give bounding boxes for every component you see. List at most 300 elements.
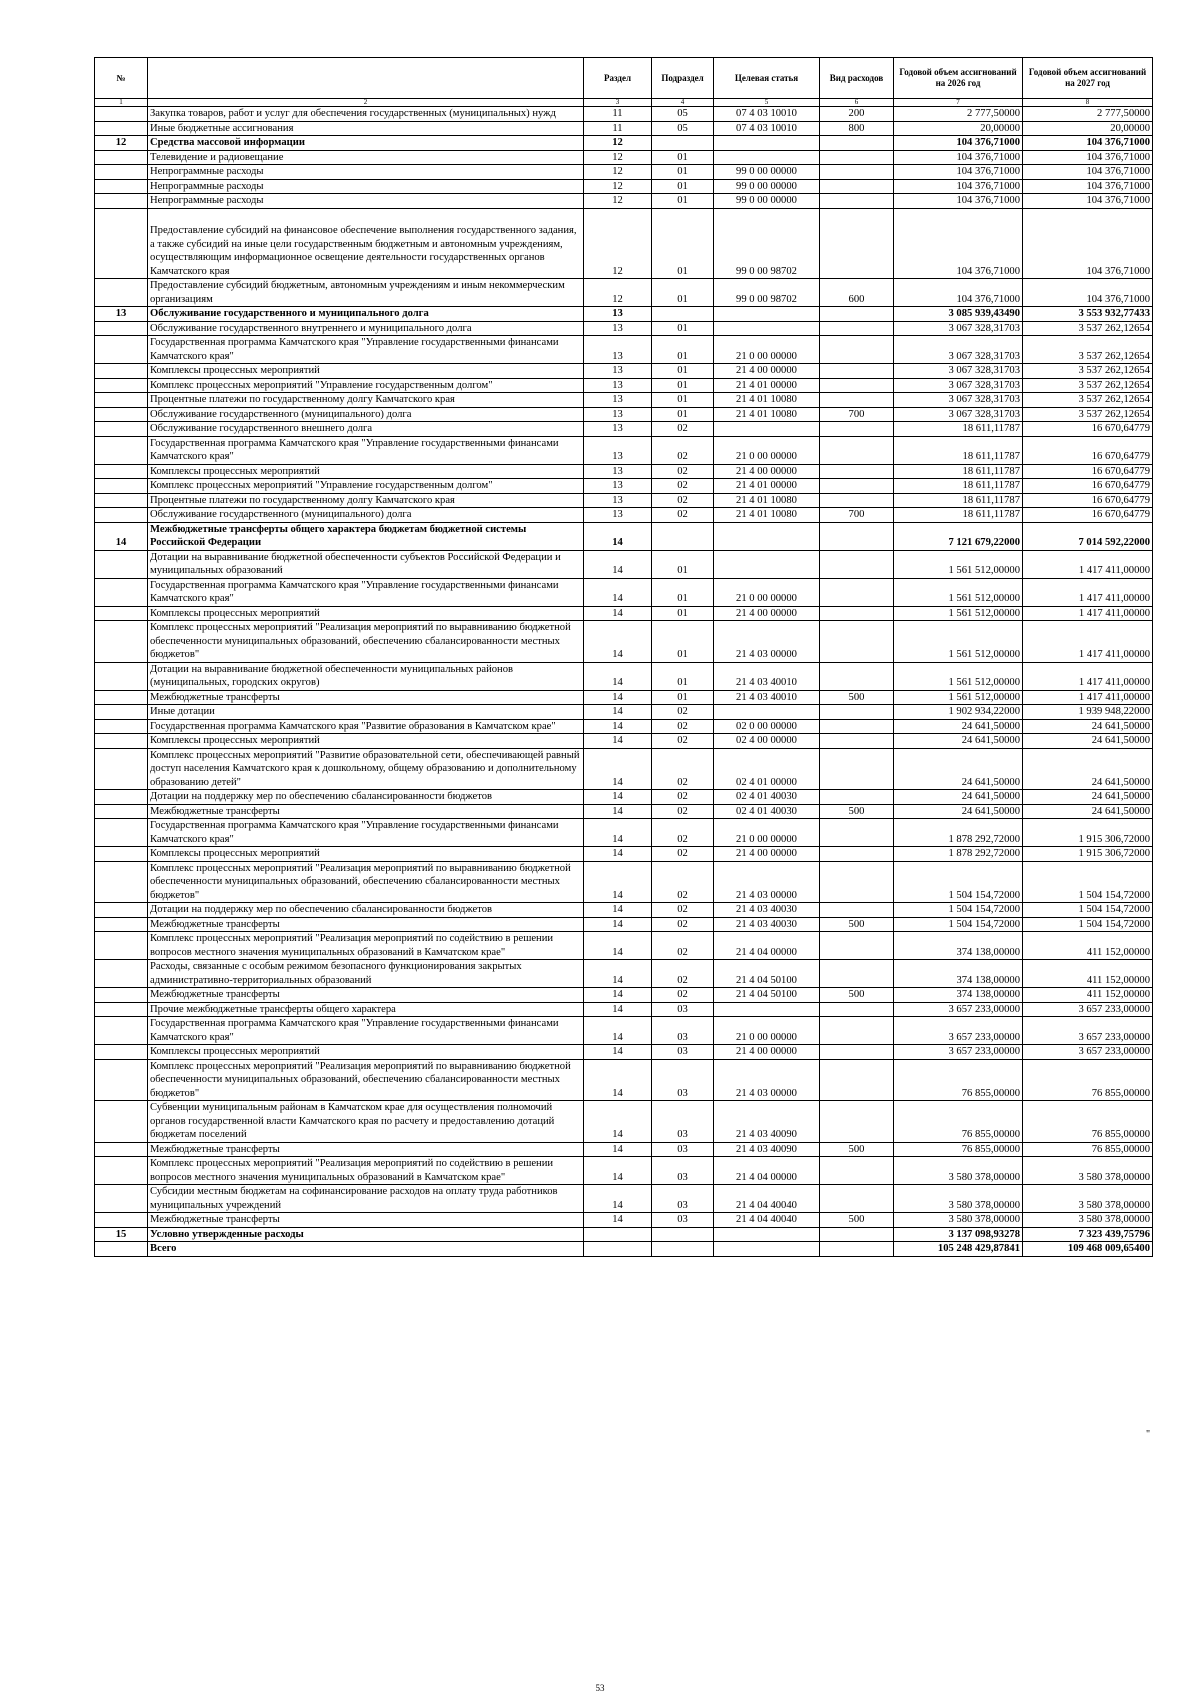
razdel-code: 14	[584, 606, 652, 621]
item-name: Комплексы процессных мероприятий	[148, 464, 584, 479]
row-number	[95, 1242, 148, 1257]
item-name: Межбюджетные трансферты	[148, 917, 584, 932]
expense-type	[820, 321, 894, 336]
amount-2027: 3 657 233,00000	[1023, 1017, 1153, 1045]
table-row	[95, 819, 1153, 847]
amount-2027: 104 376,71000	[1023, 279, 1153, 307]
razdel-code	[584, 1227, 652, 1242]
target-article: 21 4 03 40090	[714, 1101, 820, 1143]
target-article: 21 4 04 40040	[714, 1185, 820, 1213]
expense-type	[820, 393, 894, 408]
header-2026: Годовой объем ассигнований на 2026 год	[894, 58, 1023, 99]
target-article: 21 4 04 50100	[714, 988, 820, 1003]
row-number	[95, 279, 148, 307]
podrazdel-code: 01	[652, 194, 714, 209]
target-article	[714, 321, 820, 336]
target-article: 21 4 01 10080	[714, 393, 820, 408]
amount-2027: 104 376,71000	[1023, 165, 1153, 180]
row-number	[95, 1157, 148, 1185]
header-vid: Вид расходов	[820, 58, 894, 99]
row-number	[95, 436, 148, 464]
amount-2027: 76 855,00000	[1023, 1142, 1153, 1157]
razdel-code: 14	[584, 804, 652, 819]
item-name: Всего	[148, 1242, 584, 1257]
expense-type	[820, 932, 894, 960]
item-name: Непрограммные расходы	[148, 179, 584, 194]
expense-type	[820, 1227, 894, 1242]
amount-2027: 411 152,00000	[1023, 960, 1153, 988]
target-article	[714, 522, 820, 550]
podrazdel-code: 02	[652, 479, 714, 494]
amount-2026: 3 137 098,93278	[894, 1227, 1023, 1242]
target-article: 21 4 03 40030	[714, 917, 820, 932]
expense-type	[820, 194, 894, 209]
column-number: 1	[95, 99, 148, 107]
expense-type	[820, 307, 894, 322]
target-article: 21 4 03 40090	[714, 1142, 820, 1157]
target-article	[714, 1242, 820, 1257]
expense-type	[820, 705, 894, 720]
podrazdel-code: 02	[652, 917, 714, 932]
item-name: Комплекс процессных мероприятий "Реализация мероприятий по содействию в решении вопросов местного значения муниципальных образований в Камчатском крае"	[148, 1157, 584, 1185]
item-name: Непрограммные расходы	[148, 165, 584, 180]
podrazdel-code: 01	[652, 321, 714, 336]
row-number	[95, 790, 148, 805]
table-row	[95, 550, 1153, 578]
amount-2026: 3 657 233,00000	[894, 1017, 1023, 1045]
podrazdel-code: 01	[652, 578, 714, 606]
expense-type	[820, 790, 894, 805]
table-row	[95, 1213, 1153, 1228]
amount-2026: 104 376,71000	[894, 179, 1023, 194]
item-name: Дотации на выравнивание бюджетной обеспеченности муниципальных районов (муниципальных, городских округов)	[148, 662, 584, 690]
target-article: 21 4 00 00000	[714, 606, 820, 621]
item-name: Межбюджетные трансферты	[148, 804, 584, 819]
item-name: Комплексы процессных мероприятий	[148, 364, 584, 379]
expense-type	[820, 734, 894, 749]
amount-2026: 18 611,11787	[894, 464, 1023, 479]
expense-type	[820, 1185, 894, 1213]
row-number	[95, 493, 148, 508]
item-name: Комплексы процессных мероприятий	[148, 734, 584, 749]
table-row	[95, 522, 1153, 550]
expense-type: 500	[820, 1213, 894, 1228]
item-name: Комплекс процессных мероприятий "Управление государственным долгом"	[148, 479, 584, 494]
row-number	[95, 578, 148, 606]
amount-2026: 3 067 328,31703	[894, 364, 1023, 379]
target-article	[714, 550, 820, 578]
podrazdel-code: 03	[652, 1017, 714, 1045]
table-row	[95, 804, 1153, 819]
target-article: 07 4 03 10010	[714, 107, 820, 122]
amount-2027: 1 915 306,72000	[1023, 847, 1153, 862]
item-name: Комплекс процессных мероприятий "Управление государственным долгом"	[148, 378, 584, 393]
podrazdel-code: 02	[652, 436, 714, 464]
razdel-code: 14	[584, 861, 652, 903]
amount-2027: 24 641,50000	[1023, 734, 1153, 749]
expense-type: 500	[820, 917, 894, 932]
item-name: Межбюджетные трансферты	[148, 988, 584, 1003]
item-name: Процентные платежи по государственному долгу Камчатского края	[148, 493, 584, 508]
row-number	[95, 1045, 148, 1060]
amount-2026: 1 878 292,72000	[894, 847, 1023, 862]
target-article: 21 4 01 10080	[714, 493, 820, 508]
expense-type	[820, 422, 894, 437]
amount-2026: 18 611,11787	[894, 436, 1023, 464]
target-article: 21 4 01 10080	[714, 407, 820, 422]
amount-2027: 3 537 262,12654	[1023, 336, 1153, 364]
table-row	[95, 179, 1153, 194]
row-number	[95, 903, 148, 918]
item-name: Межбюджетные трансферты	[148, 1142, 584, 1157]
amount-2027: 109 468 009,65400	[1023, 1242, 1153, 1257]
target-article: 21 4 03 00000	[714, 1059, 820, 1101]
podrazdel-code: 01	[652, 378, 714, 393]
expense-type: 600	[820, 279, 894, 307]
razdel-code: 14	[584, 1213, 652, 1228]
target-article	[714, 307, 820, 322]
item-name: Субвенции муниципальным районам в Камчатском крае для осуществления полномочий органов государственной власти Камчатского края по расчету и предоставлению дотаций бюджетам поселений	[148, 1101, 584, 1143]
amount-2027: 76 855,00000	[1023, 1101, 1153, 1143]
podrazdel-code: 02	[652, 790, 714, 805]
podrazdel-code: 03	[652, 1213, 714, 1228]
table-row	[95, 321, 1153, 336]
table-row	[95, 336, 1153, 364]
podrazdel-code: 03	[652, 1142, 714, 1157]
row-number	[95, 662, 148, 690]
target-article: 02 4 01 40030	[714, 790, 820, 805]
amount-2027: 411 152,00000	[1023, 988, 1153, 1003]
row-number	[95, 705, 148, 720]
target-article: 99 0 00 00000	[714, 194, 820, 209]
target-article: 99 0 00 00000	[714, 179, 820, 194]
razdel-code: 13	[584, 307, 652, 322]
table-row	[95, 1059, 1153, 1101]
podrazdel-code: 02	[652, 932, 714, 960]
podrazdel-code: 01	[652, 407, 714, 422]
budget-sheet	[94, 57, 1152, 1257]
column-number: 8	[1023, 99, 1153, 107]
razdel-code: 14	[584, 705, 652, 720]
table-row	[95, 917, 1153, 932]
table-row	[95, 988, 1153, 1003]
amount-2026: 24 641,50000	[894, 804, 1023, 819]
item-name: Комплекс процессных мероприятий "Реализация мероприятий по выравниванию бюджетной обеспеченности муниципальных образований, обеспечению сбалансированности местных бюджетов"	[148, 1059, 584, 1101]
podrazdel-code: 01	[652, 606, 714, 621]
amount-2026: 104 376,71000	[894, 194, 1023, 209]
amount-2026: 1 504 154,72000	[894, 917, 1023, 932]
amount-2027: 16 670,64779	[1023, 422, 1153, 437]
razdel-code: 14	[584, 1002, 652, 1017]
razdel-code: 14	[584, 1017, 652, 1045]
target-article: 21 0 00 00000	[714, 578, 820, 606]
target-article	[714, 1002, 820, 1017]
item-name: Непрограммные расходы	[148, 194, 584, 209]
amount-2026: 24 641,50000	[894, 719, 1023, 734]
razdel-code: 11	[584, 121, 652, 136]
amount-2026: 1 561 512,00000	[894, 550, 1023, 578]
podrazdel-code: 02	[652, 819, 714, 847]
podrazdel-code: 03	[652, 1157, 714, 1185]
expense-type	[820, 364, 894, 379]
amount-2027: 1 417 411,00000	[1023, 578, 1153, 606]
razdel-code: 12	[584, 179, 652, 194]
row-number	[95, 1185, 148, 1213]
expense-type	[820, 861, 894, 903]
razdel-code: 13	[584, 378, 652, 393]
amount-2026: 1 561 512,00000	[894, 621, 1023, 663]
razdel-code: 14	[584, 790, 652, 805]
amount-2026: 104 376,71000	[894, 150, 1023, 165]
table-row	[95, 748, 1153, 790]
row-number: 12	[95, 136, 148, 151]
amount-2027: 3 580 378,00000	[1023, 1157, 1153, 1185]
razdel-code: 14	[584, 1045, 652, 1060]
row-number	[95, 321, 148, 336]
table-row	[95, 464, 1153, 479]
table-row	[95, 1002, 1153, 1017]
amount-2026: 3 580 378,00000	[894, 1213, 1023, 1228]
razdel-code: 13	[584, 422, 652, 437]
amount-2027: 76 855,00000	[1023, 1059, 1153, 1101]
expense-type	[820, 136, 894, 151]
expense-type	[820, 179, 894, 194]
razdel-code: 14	[584, 621, 652, 663]
podrazdel-code: 03	[652, 1101, 714, 1143]
amount-2027: 16 670,64779	[1023, 436, 1153, 464]
table-row	[95, 508, 1153, 523]
podrazdel-code: 02	[652, 464, 714, 479]
amount-2026: 3 067 328,31703	[894, 378, 1023, 393]
table-row	[95, 1157, 1153, 1185]
target-article: 21 4 00 00000	[714, 464, 820, 479]
target-article: 21 4 04 00000	[714, 1157, 820, 1185]
item-name: Обслуживание государственного и муниципального долга	[148, 307, 584, 322]
table-row	[95, 279, 1153, 307]
table-row	[95, 861, 1153, 903]
razdel-code: 13	[584, 479, 652, 494]
item-name: Государственная программа Камчатского края "Управление государственными финансами Камчатского края"	[148, 336, 584, 364]
podrazdel-code: 02	[652, 903, 714, 918]
row-number	[95, 819, 148, 847]
table-row	[95, 1017, 1153, 1045]
amount-2027: 20,00000	[1023, 121, 1153, 136]
expense-type	[820, 662, 894, 690]
razdel-code: 14	[584, 847, 652, 862]
table-row	[95, 107, 1153, 122]
amount-2027: 3 537 262,12654	[1023, 378, 1153, 393]
podrazdel-code: 01	[652, 150, 714, 165]
amount-2026: 105 248 429,87841	[894, 1242, 1023, 1257]
table-row	[95, 790, 1153, 805]
item-name: Комплексы процессных мероприятий	[148, 847, 584, 862]
amount-2027: 16 670,64779	[1023, 493, 1153, 508]
podrazdel-code: 01	[652, 279, 714, 307]
target-article: 21 0 00 00000	[714, 1017, 820, 1045]
item-name: Государственная программа Камчатского края "Управление государственными финансами Камчатского края"	[148, 578, 584, 606]
razdel-code: 14	[584, 734, 652, 749]
item-name: Расходы, связанные с особым режимом безопасного функционирования закрытых административно-территориальных образований	[148, 960, 584, 988]
amount-2026: 374 138,00000	[894, 988, 1023, 1003]
expense-type	[820, 1045, 894, 1060]
razdel-code: 12	[584, 150, 652, 165]
target-article: 21 0 00 00000	[714, 819, 820, 847]
table-row	[95, 1185, 1153, 1213]
target-article	[714, 136, 820, 151]
column-number: 5	[714, 99, 820, 107]
podrazdel-code: 02	[652, 705, 714, 720]
column-number: 2	[148, 99, 584, 107]
item-name: Межбюджетные трансферты общего характера бюджетам бюджетной системы Российской Федерации	[148, 522, 584, 550]
amount-2026: 3 657 233,00000	[894, 1045, 1023, 1060]
header-2027: Годовой объем ассигнований на 2027 год	[1023, 58, 1153, 99]
row-number	[95, 393, 148, 408]
amount-2026: 1 504 154,72000	[894, 861, 1023, 903]
table-row	[95, 407, 1153, 422]
table-row	[95, 719, 1153, 734]
expense-type	[820, 522, 894, 550]
razdel-code: 14	[584, 578, 652, 606]
podrazdel-code: 02	[652, 804, 714, 819]
podrazdel-code: 01	[652, 208, 714, 279]
razdel-code: 13	[584, 336, 652, 364]
expense-type	[820, 1017, 894, 1045]
expense-type: 500	[820, 1142, 894, 1157]
amount-2027: 3 657 233,00000	[1023, 1045, 1153, 1060]
amount-2026: 7 121 679,22000	[894, 522, 1023, 550]
amount-2026: 374 138,00000	[894, 960, 1023, 988]
podrazdel-code: 02	[652, 748, 714, 790]
item-name: Комплекс процессных мероприятий "Реализация мероприятий по содействию в решении вопросов местного значения муниципальных образований в Камчатском крае"	[148, 932, 584, 960]
amount-2026: 1 878 292,72000	[894, 819, 1023, 847]
target-article	[714, 422, 820, 437]
table-row	[95, 422, 1153, 437]
razdel-code: 14	[584, 1185, 652, 1213]
header-name	[148, 58, 584, 99]
amount-2026: 3 067 328,31703	[894, 321, 1023, 336]
podrazdel-code: 02	[652, 988, 714, 1003]
item-name: Условно утвержденные расходы	[148, 1227, 584, 1242]
target-article: 21 4 01 00000	[714, 479, 820, 494]
target-article: 21 4 01 10080	[714, 508, 820, 523]
closing-quote-mark: "	[1146, 1429, 1151, 1440]
amount-2026: 20,00000	[894, 121, 1023, 136]
table-row	[95, 378, 1153, 393]
item-name: Комплекс процессных мероприятий "Развитие образовательной сети, обеспечивающей равный доступ населения Камчатского края к дошкольному, общему образованию и дополнительному образованию детей"	[148, 748, 584, 790]
budget-table	[94, 57, 1153, 1257]
table-row	[95, 621, 1153, 663]
table-row	[95, 662, 1153, 690]
item-name: Дотации на поддержку мер по обеспечению сбалансированности бюджетов	[148, 790, 584, 805]
amount-2026: 1 561 512,00000	[894, 662, 1023, 690]
razdel-code: 14	[584, 748, 652, 790]
row-number	[95, 464, 148, 479]
razdel-code: 12	[584, 165, 652, 180]
amount-2026: 18 611,11787	[894, 422, 1023, 437]
expense-type: 500	[820, 804, 894, 819]
podrazdel-code: 03	[652, 1185, 714, 1213]
target-article: 21 4 03 00000	[714, 861, 820, 903]
table-row	[95, 436, 1153, 464]
target-article: 21 4 04 50100	[714, 960, 820, 988]
column-number: 4	[652, 99, 714, 107]
row-number	[95, 1213, 148, 1228]
expense-type	[820, 208, 894, 279]
table-row	[95, 578, 1153, 606]
podrazdel-code: 01	[652, 550, 714, 578]
item-name: Иные бюджетные ассигнования	[148, 121, 584, 136]
expense-type: 500	[820, 988, 894, 1003]
table-row	[95, 690, 1153, 705]
row-number	[95, 107, 148, 122]
amount-2027: 104 376,71000	[1023, 194, 1153, 209]
amount-2027: 3 553 932,77433	[1023, 307, 1153, 322]
table-row	[95, 1142, 1153, 1157]
amount-2026: 18 611,11787	[894, 493, 1023, 508]
item-name: Предоставление субсидий бюджетным, автономным учреждениям и иным некоммерческим организациям	[148, 279, 584, 307]
table-row	[95, 734, 1153, 749]
expense-type	[820, 903, 894, 918]
amount-2027: 1 417 411,00000	[1023, 550, 1153, 578]
amount-2026: 104 376,71000	[894, 165, 1023, 180]
table-row	[95, 705, 1153, 720]
podrazdel-code: 01	[652, 621, 714, 663]
row-number	[95, 804, 148, 819]
item-name: Субсидии местным бюджетам на софинансирование расходов на оплату труда работников муниципальных учреждений	[148, 1185, 584, 1213]
podrazdel-code: 03	[652, 1059, 714, 1101]
razdel-code: 13	[584, 393, 652, 408]
amount-2027: 24 641,50000	[1023, 804, 1153, 819]
item-name: Прочие межбюджетные трансферты общего характера	[148, 1002, 584, 1017]
target-article: 21 4 01 00000	[714, 378, 820, 393]
razdel-code: 14	[584, 988, 652, 1003]
table-row	[95, 606, 1153, 621]
table-row	[95, 1101, 1153, 1143]
razdel-code: 13	[584, 436, 652, 464]
podrazdel-code: 02	[652, 508, 714, 523]
amount-2027: 7 014 592,22000	[1023, 522, 1153, 550]
podrazdel-code	[652, 522, 714, 550]
target-article: 99 0 00 98702	[714, 208, 820, 279]
table-row	[95, 1242, 1153, 1257]
expense-type	[820, 493, 894, 508]
razdel-code: 14	[584, 917, 652, 932]
expense-type	[820, 1059, 894, 1101]
expense-type	[820, 819, 894, 847]
item-name: Закупка товаров, работ и услуг для обеспечения государственных (муниципальных) нужд	[148, 107, 584, 122]
row-number	[95, 179, 148, 194]
table-body	[95, 107, 1153, 1257]
amount-2026: 1 902 934,22000	[894, 705, 1023, 720]
amount-2026: 1 504 154,72000	[894, 903, 1023, 918]
table-row	[95, 1045, 1153, 1060]
amount-2027: 1 915 306,72000	[1023, 819, 1153, 847]
amount-2027: 1 417 411,00000	[1023, 621, 1153, 663]
table-row	[95, 493, 1153, 508]
row-number	[95, 1059, 148, 1101]
target-article: 21 4 00 00000	[714, 847, 820, 862]
amount-2027: 104 376,71000	[1023, 208, 1153, 279]
row-number	[95, 336, 148, 364]
table-row	[95, 479, 1153, 494]
amount-2026: 76 855,00000	[894, 1101, 1023, 1143]
item-name: Комплекс процессных мероприятий "Реализация мероприятий по выравниванию бюджетной обеспеченности муниципальных образований, обеспечению сбалансированности местных бюджетов"	[148, 861, 584, 903]
item-name: Средства массовой информации	[148, 136, 584, 151]
item-name: Комплекс процессных мероприятий "Реализация мероприятий по выравниванию бюджетной обеспеченности муниципальных образований, обеспечению сбалансированности местных бюджетов"	[148, 621, 584, 663]
table-row	[95, 194, 1153, 209]
table-row	[95, 1227, 1153, 1242]
row-number	[95, 690, 148, 705]
